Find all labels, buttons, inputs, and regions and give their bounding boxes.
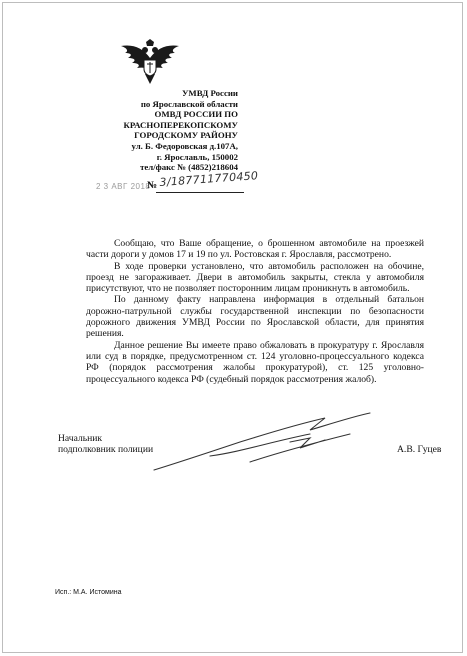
number-sign: № [147,180,158,191]
body-paragraph: Данное решение Вы имеете право обжаловать в прокуратуру г. Ярославля или суд в порядке, предусмотренном ст. 124 уголовно-процессуального кодекса РФ (порядок рассмотрения жалобы прокуратурой), ст. 125 уголовно-процессуального кодекса РФ (судебный порядок рассмотрения жалоб). [86,339,424,385]
mvd-emblem-icon [119,38,181,86]
header-line: г. Ярославль, 150002 [156,151,238,162]
signatory-title [58,433,153,456]
body-paragraph: По данному факту направлена информация в отдельный батальон дорожно-патрульной службы государственной инспекции по безопасности дорожного движения УМВД России по Ярославской области, для принятия решения. [86,294,424,340]
header-line: ул. Б. Федоровская д.107А, [131,140,238,151]
signatory-position: Начальник [58,433,103,444]
registration-number: 3/187711770450 [159,169,259,189]
letter-body [86,238,424,385]
date-stamp: 2 3 АВГ 2018 [96,182,151,191]
body-paragraph: В ходе проверки установлено, что автомобиль расположен на обочине, проезд не загораживает. Двери в автомобиль закрыты, стекла у автомобиля присутствуют, что не позволяет посторонним лицам проникнуть в автомобиль. [86,260,424,295]
header-line: по Ярославской области [140,98,238,109]
header-line: ГОРОДСКОМУ РАЙОНУ [134,130,238,141]
signatory-rank: подполковник полиции [58,444,154,456]
header-line: КРАСНОПЕРЕКОПСКОМУ [123,119,238,130]
header-line: тел/факс № (4852)218604 [140,162,238,173]
signatory-name: А.В. Гуцев [397,444,442,455]
header-line: ОМВД РОССИИ ПО [154,109,238,120]
header-line: УМВД России [181,88,238,98]
registration-underline [156,192,244,193]
executor-note: Исп.: М.А. Истомина [55,589,122,596]
body-paragraph: Сообщаю, что Ваше обращение, о брошенном автомобиле на проезжей части дороги у домов 17 и 19 по ул. Ростовская г. Ярославля, рассмотрено. [86,238,424,261]
handwritten-signature-icon [150,412,372,482]
department-header [58,88,238,173]
